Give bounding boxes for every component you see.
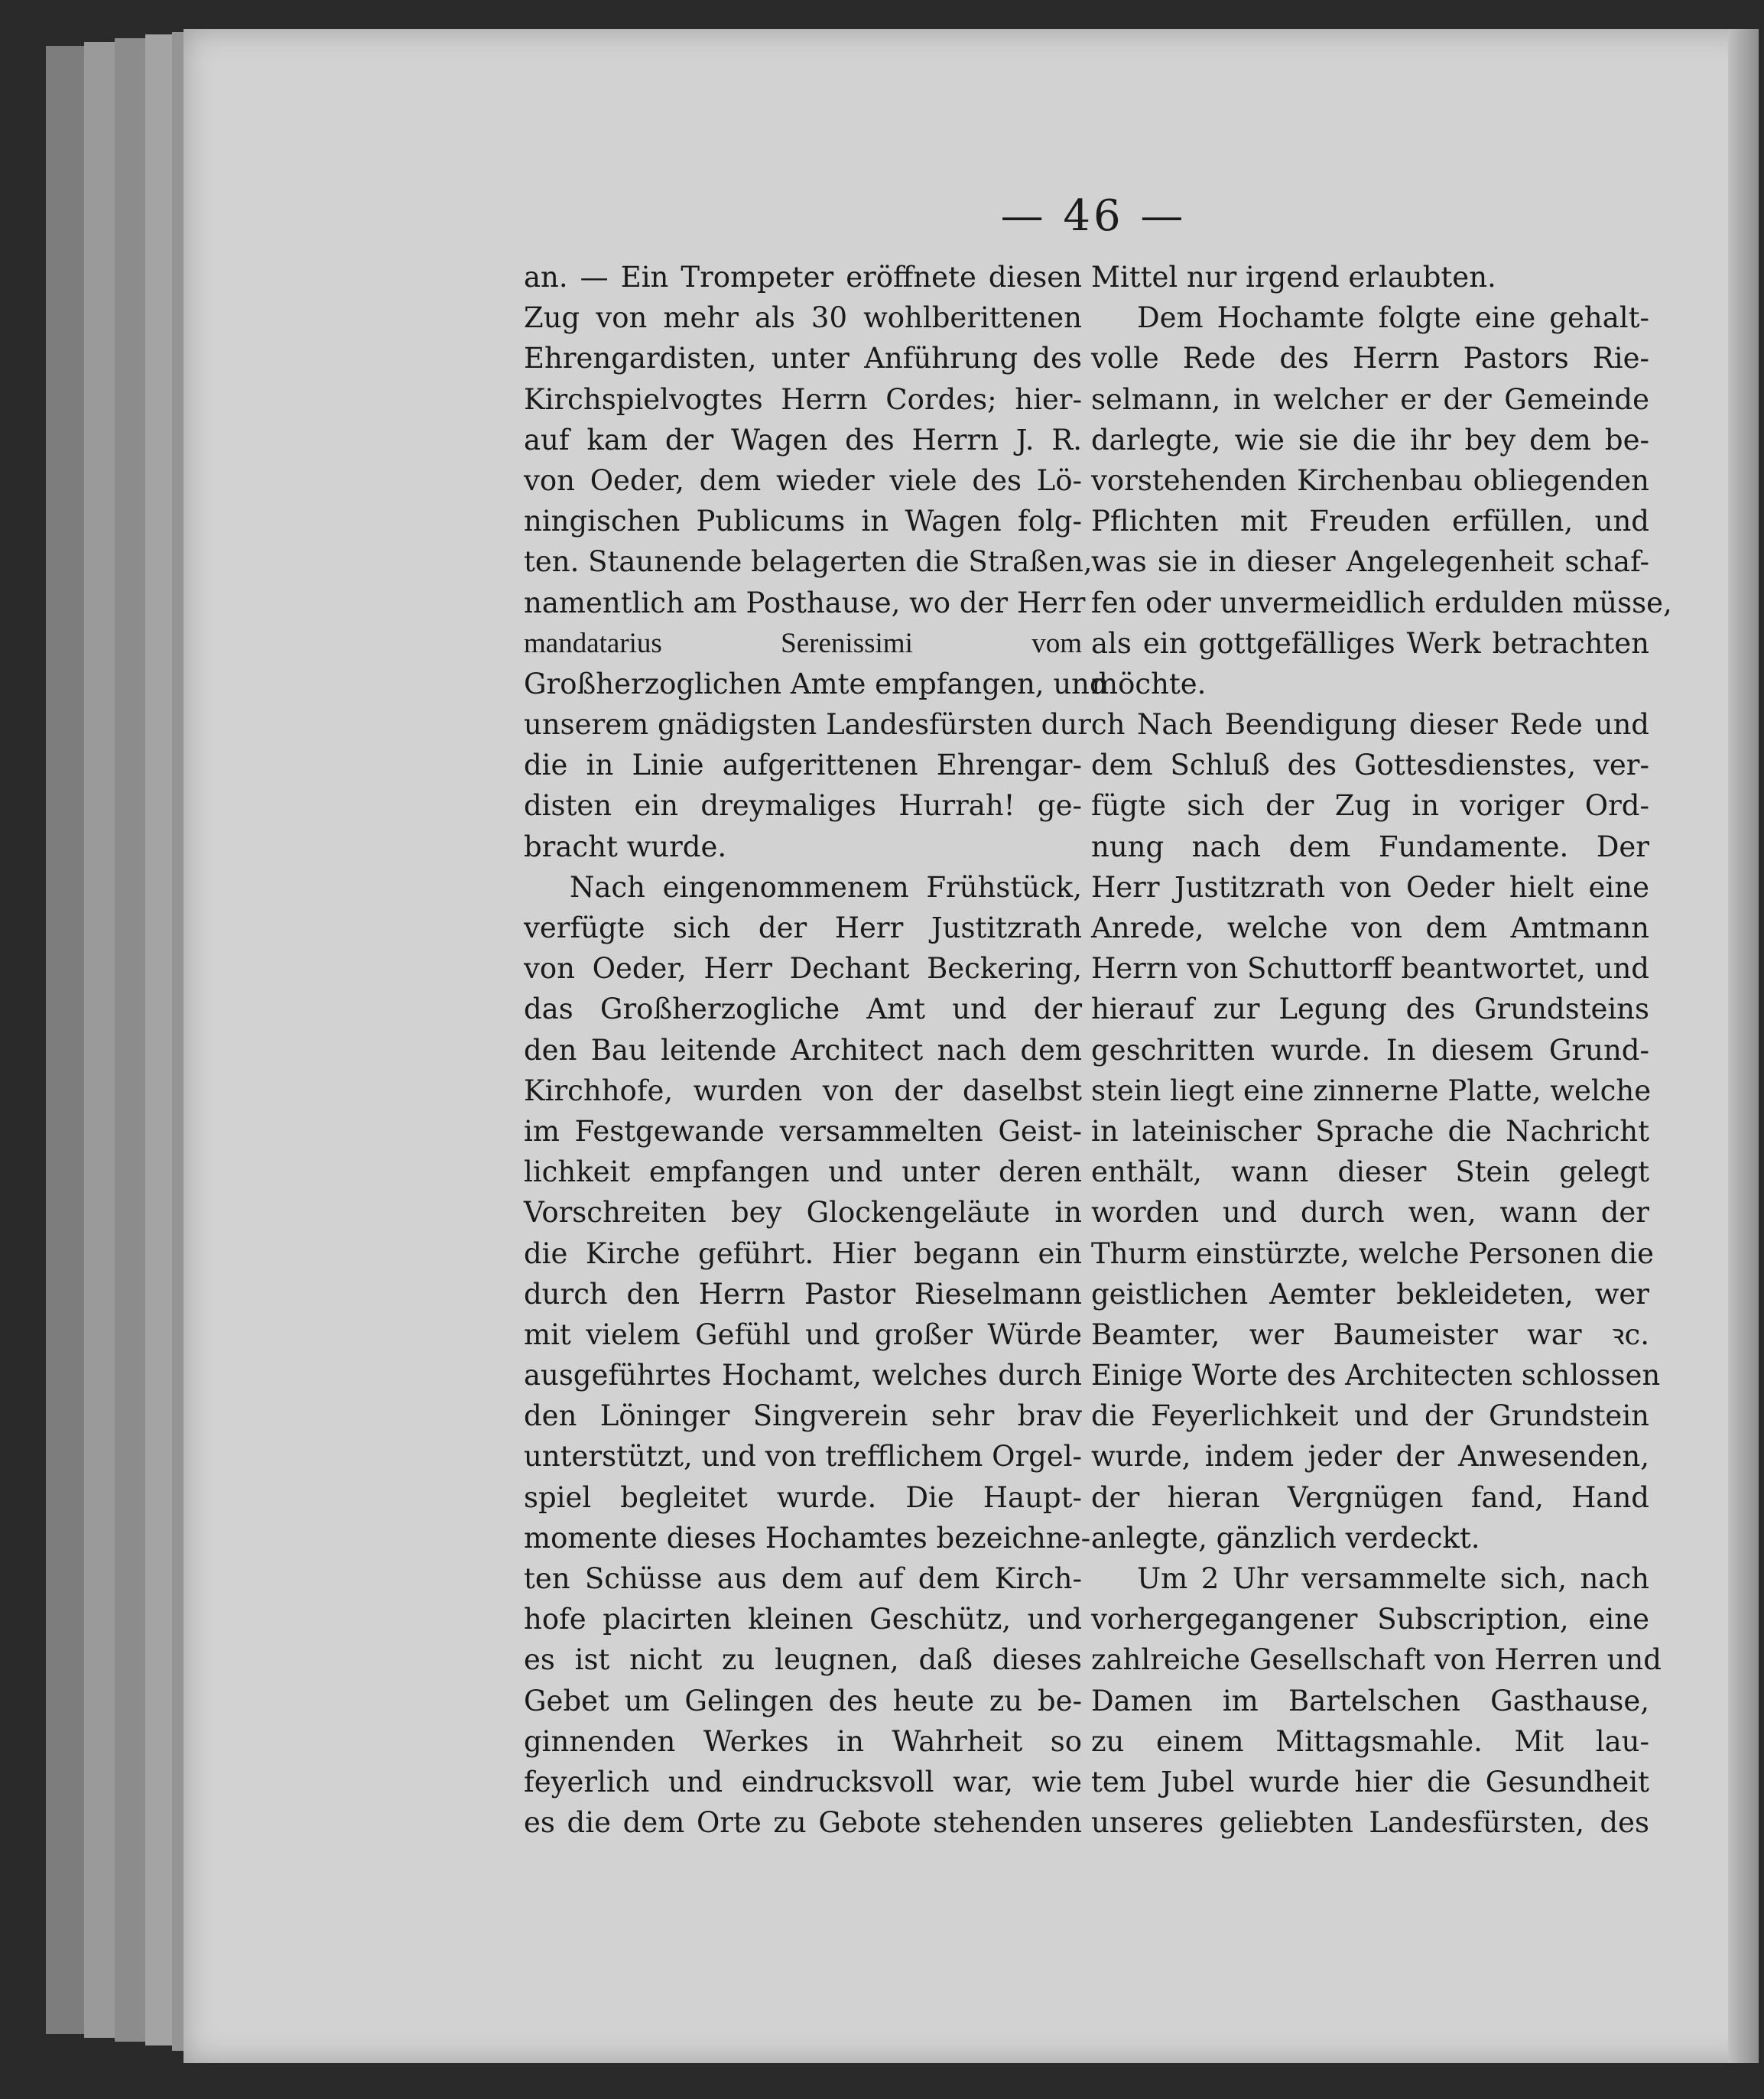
text-line: von Oeder, Herr Dechant Beckering, (524, 952, 1082, 986)
text-line: auf kam der Wagen des Herrn J. R. (524, 423, 1082, 457)
text-line: unseres geliebten Landesfürsten, des (1091, 1806, 1649, 1840)
text-line: Thurm einstürzte, welche Personen die (1091, 1236, 1655, 1270)
text-line: als ein gottgefälliges Werk betrachten (1091, 626, 1649, 660)
text-line: feyerlich und eindrucksvoll war, wie (524, 1765, 1082, 1798)
text-line: ten. Staunende belagerten die Straßen, (524, 545, 1093, 579)
text-line: das Großherzogliche Amt und der (524, 993, 1082, 1026)
text-line: ausgeführtes Hochamt, welches durch (524, 1359, 1082, 1392)
text-line: Um 2 Uhr versammelte sich, nach (1137, 1562, 1649, 1595)
text-line: hofe placirten kleinen Geschütz, und (524, 1603, 1082, 1636)
text-line: fügte sich der Zug in voriger Ord- (1091, 789, 1649, 823)
text-line: Mittel nur irgend erlaubten. (1091, 261, 1496, 294)
text-line: geschritten wurde. In diesem Grund- (1091, 1033, 1649, 1067)
text-line: momente dieses Hochamtes bezeichne- (524, 1521, 1091, 1555)
text-line: nung nach dem Fundamente. Der (1091, 830, 1649, 863)
text-line: tem Jubel wurde hier die Gesundheit (1091, 1765, 1649, 1798)
text-line: Anrede, welche von dem Amtmann (1091, 911, 1649, 944)
text-line: bracht wurde. (524, 830, 727, 863)
text-line: den Bau leitende Architect nach dem (524, 1033, 1082, 1067)
text-line: von Oeder, dem wieder viele des Lö- (524, 463, 1082, 497)
text-line: dem Schluß des Gottesdienstes, ver- (1091, 749, 1649, 782)
text-line: im Festgewande versammelten Geist- (524, 1114, 1082, 1148)
text-line: ningischen Publicums in Wagen folg- (524, 505, 1082, 538)
text-line: den Löninger Singverein sehr brav (524, 1399, 1082, 1433)
text-line: ten Schüsse aus dem auf dem Kirch- (524, 1562, 1082, 1595)
text-line: spiel begleitet wurde. Die Haupt- (524, 1480, 1082, 1514)
text-line: Kirchspielvogtes Herrn Cordes; hier- (524, 382, 1082, 416)
text-line: Dem Hochamte folgte eine gehalt- (1137, 301, 1649, 335)
text-line: fen oder unvermeidlich erdulden müsse, (1091, 586, 1672, 619)
text-line: ginnenden Werkes in Wahrheit so (524, 1724, 1082, 1758)
text-line: geistlichen Aemter bekleideten, wer (1091, 1277, 1649, 1311)
text-column-right (1091, 257, 1672, 1843)
text-line: worden und durch wen, wann der (1091, 1196, 1649, 1230)
text-line: es ist nicht zu leugnen, daß dieses (524, 1643, 1082, 1677)
page-fold-shadow (1728, 29, 1759, 2063)
text-line: in lateinischer Sprache die Nachricht (1091, 1114, 1649, 1148)
text-line: wurde, indem jeder der Anwesenden, (1091, 1440, 1649, 1474)
text-line: was sie in dieser Angelegenheit schaf- (1091, 545, 1649, 579)
text-line: stein liegt eine zinnerne Platte, welche (1091, 1074, 1652, 1107)
text-line: der hieran Vergnügen fand, Hand (1091, 1480, 1649, 1514)
text-line: unserem gnädigsten Landesfürsten durch (524, 708, 1126, 742)
text-line: an. — Ein Trompeter eröffnete diesen (524, 261, 1082, 294)
text-line: namentlich am Posthause, wo der Herr (524, 586, 1086, 619)
text-line: möchte. (1091, 667, 1207, 700)
text-line: Nach Beendigung dieser Rede und (1137, 708, 1649, 742)
text-line: verfügte sich der Herr Justitzrath (524, 911, 1082, 944)
text-line: vorstehenden Kirchenbau obliegenden (1091, 463, 1649, 497)
page-number: — 46 — (1000, 191, 1187, 241)
text-line: Ehrengardisten, unter Anführung des (524, 342, 1082, 375)
text-line: Kirchhofe, wurden von der daselbst (524, 1074, 1082, 1107)
text-line: Pflichten mit Freuden erfüllen, und (1091, 505, 1649, 538)
text-line: durch den Herrn Pastor Rieselmann (524, 1277, 1082, 1311)
text-line: Gebet um Gelingen des heute zu be- (524, 1684, 1082, 1717)
text-line: Herr Justitzrath von Oeder hielt eine (1091, 870, 1649, 904)
text-line: die Feyerlichkeit und der Grundstein (1091, 1399, 1649, 1433)
text-line: vorhergegangener Subscription, eine (1091, 1603, 1649, 1636)
text-line: Herrn von Schuttorff beantwortet, und (1091, 952, 1649, 986)
text-line: lichkeit empfangen und unter deren (524, 1155, 1082, 1189)
text-line: Vorschreiten bey Glockengeläute in (524, 1196, 1082, 1230)
text-line: volle Rede des Herrn Pastors Rie- (1091, 342, 1649, 375)
text-line: enthält, wann dieser Stein gelegt (1091, 1155, 1649, 1189)
text-line: unterstützt, und von trefflichem Orgel- (524, 1440, 1083, 1474)
text-line: selmann, in welcher er der Gemeinde (1091, 382, 1649, 416)
text-line: disten ein dreymaliges Hurrah! ge- (524, 789, 1082, 823)
text-line: anlegte, gänzlich verdeckt. (1091, 1521, 1480, 1555)
text-line: es die dem Orte zu Gebote stehenden (524, 1806, 1082, 1840)
text-line: Einige Worte des Architecten schlossen (1091, 1359, 1661, 1392)
text-line: mit vielem Gefühl und großer Würde (524, 1318, 1082, 1351)
text-line: Nach eingenommenem Frühstück, (570, 870, 1082, 904)
text-line: zahlreiche Gesellschaft von Herren und (1091, 1643, 1662, 1677)
text-line: Großherzoglichen Amte empfangen, und (524, 667, 1108, 700)
text-line: die Kirche geführt. Hier begann ein (524, 1236, 1082, 1270)
text-line: Damen im Bartelschen Gasthause, (1091, 1684, 1649, 1717)
text-line: mandatarius Serenissimi vom (524, 627, 1082, 659)
text-line: Beamter, wer Baumeister war ꝛc. (1091, 1318, 1649, 1351)
text-column-left (524, 257, 1126, 1843)
text-line: die in Linie aufgerittenen Ehrengar- (524, 749, 1082, 782)
text-line: hierauf zur Legung des Grundsteins (1091, 993, 1649, 1026)
text-line: zu einem Mittagsmahle. Mit lau- (1091, 1724, 1649, 1758)
text-line: darlegte, wie sie die ihr bey dem be- (1091, 423, 1649, 457)
text-line: Zug von mehr als 30 wohlberittenen (524, 301, 1082, 335)
